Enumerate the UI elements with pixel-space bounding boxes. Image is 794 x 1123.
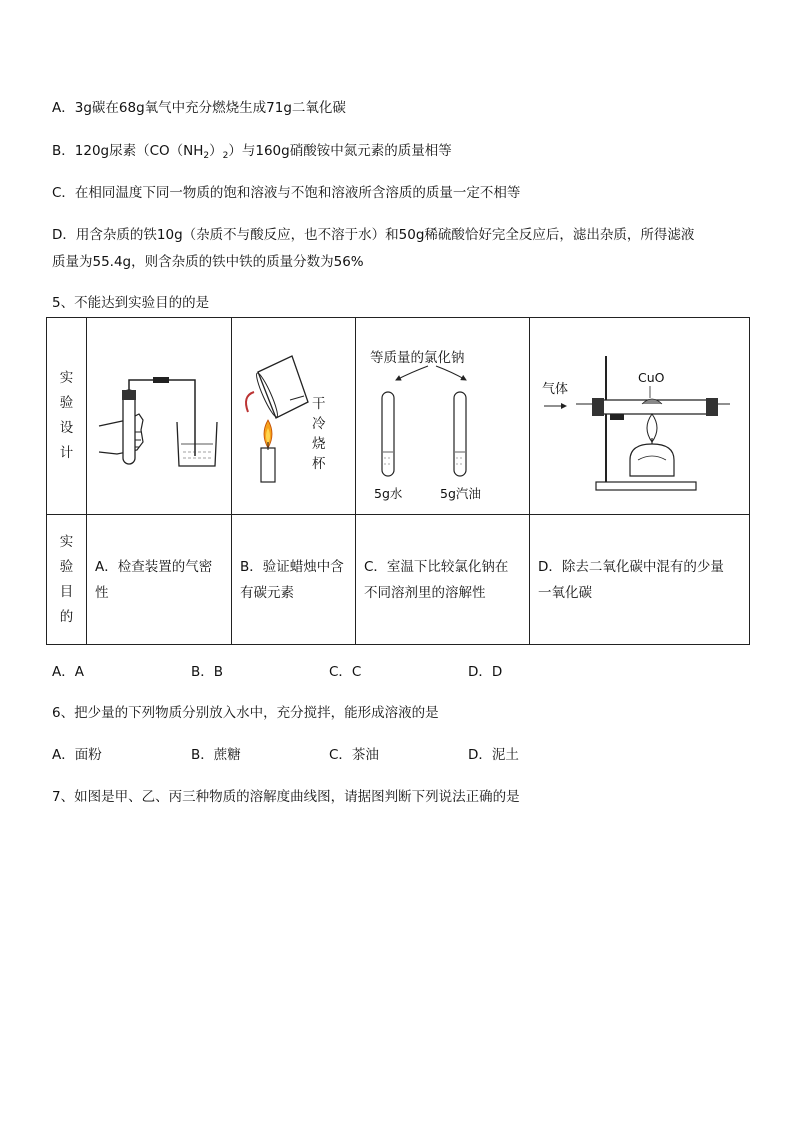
label-char: 干 — [312, 396, 326, 412]
purpose-line: 性 — [95, 584, 109, 601]
cuo-label: CuO — [638, 370, 665, 385]
q6-choice-c: C．茶油 — [329, 747, 379, 763]
purpose-line: D．除去二氧化碳中混有的少量 — [538, 558, 724, 575]
candle-beaker-icon — [232, 320, 355, 512]
experiment-purpose-row — [47, 515, 750, 645]
row-header-char: 计 — [59, 445, 74, 461]
water-label: 5g水 — [374, 486, 403, 501]
q5-stem: 5、不能达到实验目的的是 — [52, 295, 210, 311]
purpose-line: 有碳元素 — [240, 584, 294, 601]
q4-option-d-line1: D．用含杂质的铁10g（杂质不与酸反应，也不溶于水）和50g稀硫酸恰好完全反应后，滤出杂质，所得滤液 — [52, 227, 695, 243]
q5-choice-a: A．A — [52, 664, 84, 680]
row-header-design — [47, 318, 87, 515]
purpose-line: 一氧化碳 — [538, 584, 592, 601]
row-header-char: 验 — [59, 395, 74, 411]
purpose-line: 不同溶剂里的溶解性 — [364, 584, 486, 601]
design-cell-c — [356, 318, 530, 515]
label-char: 烧 — [312, 436, 326, 452]
purpose-line: B．验证蜡烛中含 — [240, 558, 344, 575]
q4-option-c: C．在相同温度下同一物质的饱和溶液与不饱和溶液所含溶质的质量一定不相等 — [52, 185, 521, 201]
label-char: 杯 — [312, 456, 326, 472]
airtight-check-apparatus-icon — [87, 318, 231, 510]
row-header-char: 验 — [59, 558, 74, 575]
gasoline-label: 5g汽油 — [440, 486, 481, 501]
purpose-line: A．检查装置的气密 — [95, 558, 213, 575]
dry-cold-beaker-label — [312, 394, 326, 474]
row-header-char: 设 — [59, 420, 74, 436]
q6-choice-a: A．面粉 — [52, 747, 102, 763]
design-cell-a — [87, 318, 232, 515]
row-header-char: 的 — [59, 608, 74, 625]
q6-choice-d: D．泥土 — [468, 747, 519, 763]
q7-stem: 7、如图是甲、乙、丙三种物质的溶解度曲线图，请据图判断下列说法正确的是 — [52, 789, 520, 805]
q5-choice-b: B．B — [191, 664, 224, 680]
purpose-cell-a — [87, 515, 232, 645]
design-cell-d — [530, 318, 750, 515]
row-header-char: 目 — [59, 583, 74, 600]
q4-option-b-mid: ） — [209, 143, 223, 159]
q4-option-b-sub1: 2 — [203, 151, 210, 161]
purpose-cell-c — [356, 515, 530, 645]
label-char: 冷 — [312, 416, 326, 432]
q6-choice-b: B．蔗糖 — [191, 747, 241, 763]
q5-experiment-table — [46, 317, 750, 645]
purpose-cell-b — [232, 515, 356, 645]
experiment-design-row — [47, 318, 750, 515]
gas-label: 气体 — [542, 382, 569, 397]
row-header-purpose — [47, 515, 87, 645]
q5-choice-c: C．C — [329, 664, 362, 680]
q4-option-b — [52, 142, 452, 165]
q4-option-d-line2: 质量为55.4g，则含杂质的铁中铁的质量分数为56% — [52, 254, 364, 270]
purpose-line: C．室温下比较氯化钠在 — [364, 558, 509, 575]
row-header-char: 实 — [59, 533, 74, 550]
q4-option-b-post: ）与160g硝酸铵中氮元素的质量相等 — [228, 143, 452, 159]
q6-stem: 6、把少量的下列物质分别放入水中，充分搅拌，能形成溶液的是 — [52, 705, 439, 721]
purpose-cell-d — [530, 515, 750, 645]
q4-option-b-pre: B．120g尿素（CO（NH — [52, 143, 204, 159]
q5-choice-d: D．D — [468, 664, 503, 680]
equal-mass-nacl-label: 等质量的氯化钠 — [370, 350, 465, 366]
design-cell-b — [232, 318, 356, 515]
co-removal-apparatus-icon — [530, 320, 749, 512]
q4-option-b-sub2: 2 — [222, 151, 229, 161]
row-header-char: 实 — [59, 370, 74, 386]
q4-option-a: A．3g碳在68g氧气中充分燃烧生成71g二氧化碳 — [52, 100, 346, 116]
